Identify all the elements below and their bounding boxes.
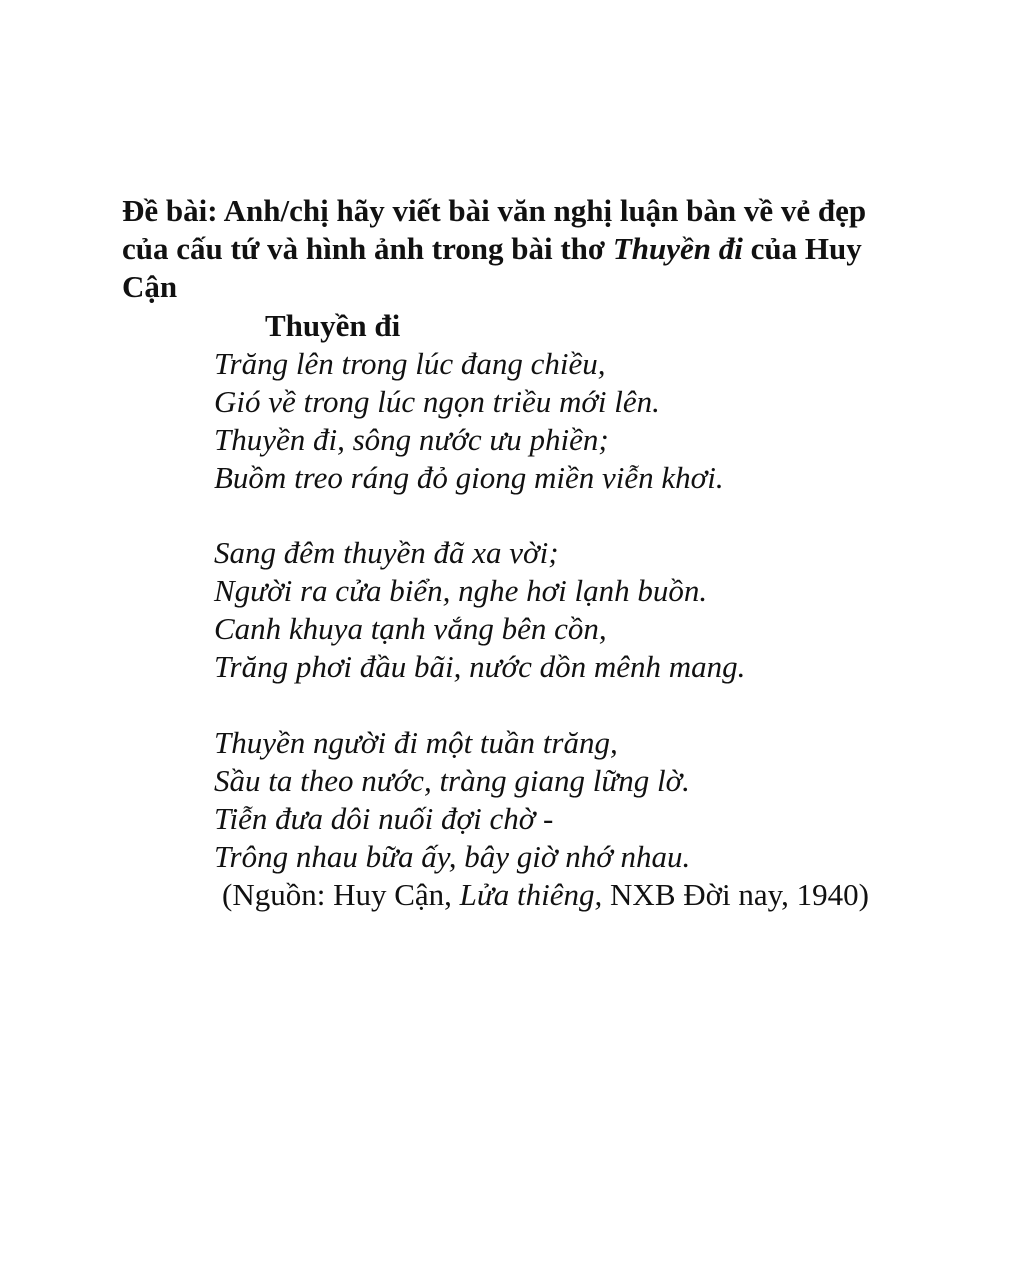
poem-line: Người ra cửa biển, nghe hơi lạnh buồn. bbox=[214, 573, 708, 608]
poem-line: Trăng lên trong lúc đang chiều, bbox=[214, 346, 606, 381]
poem-stanza-2 bbox=[214, 534, 745, 686]
poem-line: Sầu ta theo nước, tràng giang lững lờ. bbox=[214, 763, 690, 798]
prompt-text: Đề bài: Anh/chị hãy viết bài văn nghị luận bàn về vẻ đẹp của cấu tứ và hình ảnh trong bài thơ bbox=[122, 193, 867, 266]
source-book-title: Lửa thiêng, bbox=[459, 877, 603, 912]
poem-line: Thuyền người đi một tuần trăng, bbox=[214, 725, 618, 760]
poem-line: Sang đêm thuyền đã xa vời; bbox=[214, 535, 559, 570]
poem-source-citation bbox=[222, 876, 869, 914]
poem-line: Trăng phơi đầu bãi, nước dồn mênh mang. bbox=[214, 649, 746, 684]
prompt-author: của Huy Cận bbox=[122, 231, 862, 304]
poem-line: Thuyền đi, sông nước ưu phiền; bbox=[214, 422, 609, 457]
poem-line: Gió về trong lúc ngọn triều mới lên. bbox=[214, 384, 660, 419]
poem-line: Tiễn đưa dôi nuối đợi chờ - bbox=[214, 801, 554, 836]
poem-line: Trông nhau bữa ấy, bây giờ nhớ nhau. bbox=[214, 839, 691, 874]
source-publisher: NXB Đời nay, 1940) bbox=[602, 877, 869, 912]
poem-line: Buồm treo ráng đỏ giong miền viễn khơi. bbox=[214, 460, 724, 495]
poem-title: Thuyền đi bbox=[265, 308, 401, 343]
poem-stanza-3 bbox=[214, 724, 690, 876]
essay-prompt bbox=[122, 192, 912, 306]
prompt-poem-title: Thuyền đi bbox=[612, 231, 743, 266]
source-prefix: (Nguồn: Huy Cận, bbox=[222, 877, 460, 912]
poem-line: Canh khuya tạnh vắng bên cồn, bbox=[214, 611, 607, 646]
poem-stanza-1 bbox=[214, 345, 724, 497]
